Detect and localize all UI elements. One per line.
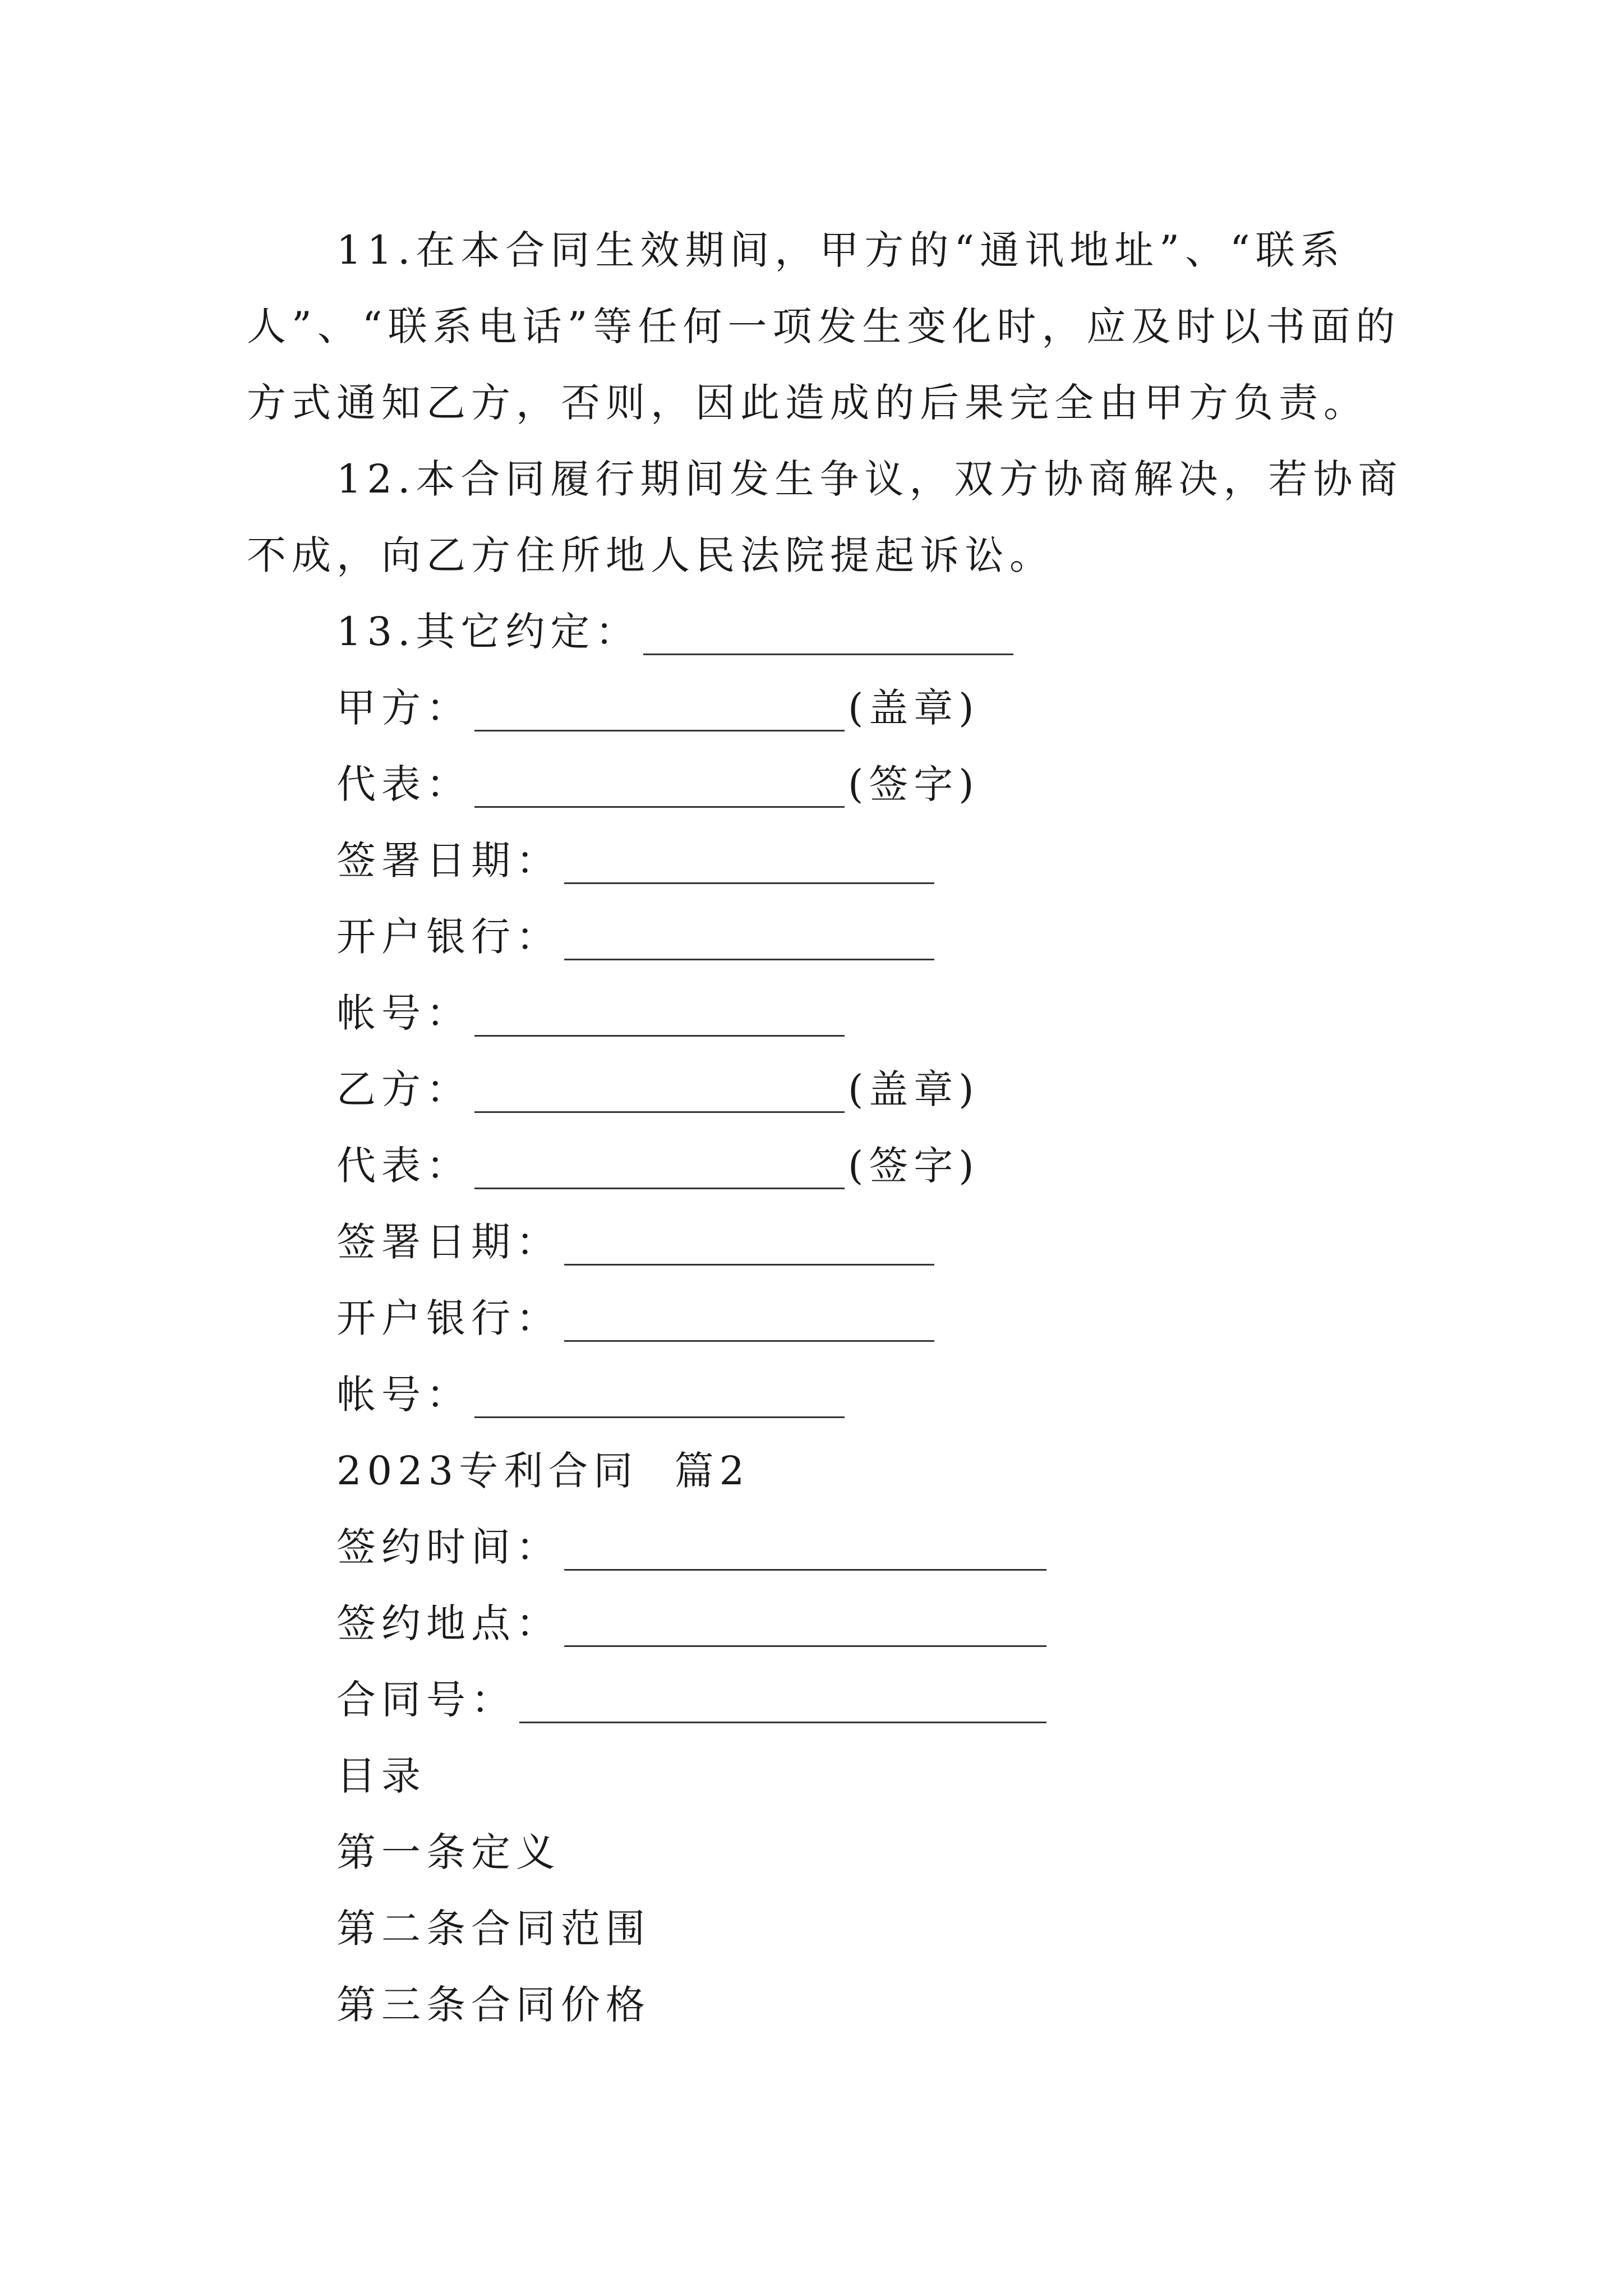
clause-13-label: 13.其它约定： <box>336 609 640 655</box>
party-a-bank-label: 开户银行： <box>336 914 561 960</box>
party-b-sign-note: (签字) <box>848 1143 980 1189</box>
sign-place-line <box>336 1585 1050 1662</box>
party-b-rep-line <box>336 1128 980 1204</box>
contract-no-label: 合同号： <box>336 1677 516 1723</box>
party-b-account-blank <box>474 1377 845 1418</box>
contract-no-line <box>336 1662 1050 1738</box>
contract-no-blank <box>519 1682 1046 1723</box>
party-b-rep-blank <box>474 1148 845 1189</box>
sign-time-label: 签约时间： <box>336 1524 561 1570</box>
party-b-seal-note: (盖章) <box>848 1066 980 1112</box>
party-a-bank-line <box>336 899 938 975</box>
party-b-account-label: 帐号： <box>336 1372 471 1418</box>
toc-item-label: 第三条合同价格 <box>336 1982 651 2028</box>
party-a-account-blank <box>474 996 845 1037</box>
sign-place-blank <box>564 1606 1046 1647</box>
toc-item <box>336 1967 651 2043</box>
party-b-label: 乙方： <box>336 1066 471 1112</box>
party-a-line <box>336 670 980 746</box>
toc-item-label: 第一条定义 <box>336 1829 561 1875</box>
party-a-account-label: 帐号： <box>336 990 471 1036</box>
toc-item <box>336 1814 561 1890</box>
party-a-rep-blank <box>474 767 845 808</box>
toc-heading-line <box>336 1738 426 1814</box>
clause-12: 12.本合同履行期间发生争议，双方协商解决，若协商不成，向乙方住所地人民法院提起诉讼。 <box>247 456 1403 578</box>
clause-13-line <box>336 593 1017 670</box>
sign-time-blank <box>564 1530 1046 1571</box>
party-a-date-blank <box>564 843 934 884</box>
party-b-bank-label: 开户银行： <box>336 1295 561 1341</box>
party-a-label: 甲方： <box>336 685 471 731</box>
party-b-bank-blank <box>564 1301 934 1342</box>
contract-2-title-line <box>336 1433 750 1509</box>
party-b-date-label: 签署日期： <box>336 1219 561 1265</box>
party-a-bank-blank <box>564 919 934 960</box>
toc-heading: 目录 <box>336 1753 426 1799</box>
party-a-account-line <box>336 975 848 1051</box>
party-a-sign-note: (签字) <box>848 761 980 807</box>
party-a-seal-note: (盖章) <box>848 685 980 731</box>
party-b-account-line <box>336 1356 848 1433</box>
party-a-rep-line <box>336 746 980 822</box>
party-a-date-label: 签署日期： <box>336 838 561 884</box>
party-b-blank <box>474 1072 845 1113</box>
party-b-date-line <box>336 1204 938 1280</box>
party-a-rep-label: 代表： <box>336 761 471 807</box>
sign-time-line <box>336 1509 1050 1585</box>
party-b-bank-line <box>336 1280 938 1356</box>
party-b-rep-label: 代表： <box>336 1143 471 1189</box>
clause-11: 11.在本合同生效期间，甲方的“通讯地址”、“联系人”、“联系电话”等任何一项发生变化时，应及时以书面的方式通知乙方，否则，因此造成的后果完全由甲方负责。 <box>247 227 1401 426</box>
toc-item-label: 第二条合同范围 <box>336 1906 651 1952</box>
party-a-date-line <box>336 822 938 899</box>
party-a-blank <box>474 691 845 731</box>
party-b-date-blank <box>564 1225 934 1266</box>
party-b-line <box>336 1051 980 1128</box>
toc-item <box>336 1890 651 1967</box>
contract-2-title: 2023专利合同 篇2 <box>336 1448 750 1494</box>
other-terms-blank <box>643 614 1013 655</box>
sign-place-label: 签约地点： <box>336 1600 561 1646</box>
